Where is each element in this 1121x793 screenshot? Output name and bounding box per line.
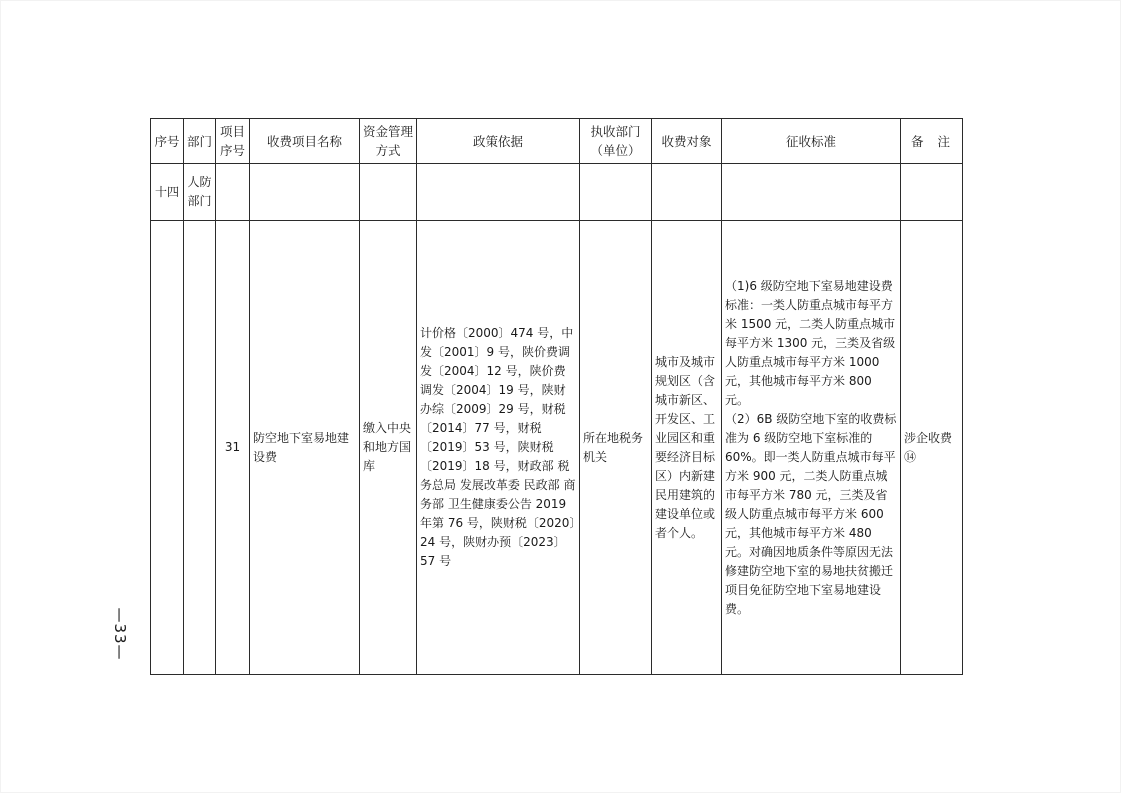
header-item-no: 项目序号 (216, 119, 250, 164)
header-seq: 序号 (151, 119, 184, 164)
header-item-name: 收费项目名称 (250, 119, 360, 164)
section-seq: 十四 (151, 164, 184, 221)
remark-cell: 涉企收费⑭ (901, 221, 963, 675)
item-no-cell: 31 (216, 221, 250, 675)
header-target: 收费对象 (652, 119, 722, 164)
standard-cell (722, 221, 901, 675)
header-row (151, 119, 963, 164)
item-name-cell: 防空地下室易地建设费 (250, 221, 360, 675)
header-exec-dept: 执收部门（单位） (580, 119, 652, 164)
fund-mgmt-cell: 缴入中央和地方国库 (360, 221, 417, 675)
section-dept: 人防部门 (184, 164, 216, 221)
standard-para-2: （2）6B 级防空地下室的收费标准为 6 级防空地下室标准的 60%。即一类人防重点城市每平方米 900 元，二类人防重点城市每平方米 780 元，三类及省级人防重点城市每平方米 600 元，其他城市每平方米 480 元。对确因地质条件等原因无法修建防空地下室的易地扶贫搬迁项目免征防空地下室易地建设费。 (725, 411, 897, 616)
exec-dept-cell: 所在地税务机关 (580, 221, 652, 675)
header-remark: 备 注 (901, 119, 963, 164)
standard-para-1: （1)6 级防空地下室易地建设费标准：一类人防重点城市每平方米 1500 元，二类人防重点城市每平方米 1300 元，三类及省级人防重点城市每平方米 1000 元，其他城市每平方米 800 元。 (725, 278, 896, 407)
fee-table (150, 118, 963, 675)
header-standard: 征收标准 (722, 119, 901, 164)
header-dept: 部门 (184, 119, 216, 164)
target-cell: 城市及城市规划区（含城市新区、开发区、工业园区和重要经济目标区）内新建民用建筑的建设单位或者个人。 (652, 221, 722, 675)
page-number: —33— (111, 607, 129, 661)
table-row (151, 221, 963, 675)
section-row (151, 164, 963, 221)
policy-cell: 计价格〔2000〕474 号，中发〔2001〕9 号，陕价费调发〔2004〕12 号，陕价费调发〔2004〕19 号，陕财办综〔2009〕29 号，财税〔2014〕77 号，财税〔2019〕53 号，陕财税〔2019〕18 号，财政部 税务总局 发展改革委 民政部 商务部 卫生健康委公告 2019 年第 76 号，陕财税〔2020〕24 号，陕财办预〔2023〕57 号 (417, 221, 580, 675)
header-policy: 政策依据 (417, 119, 580, 164)
header-fund-mgmt: 资金管理方式 (360, 119, 417, 164)
